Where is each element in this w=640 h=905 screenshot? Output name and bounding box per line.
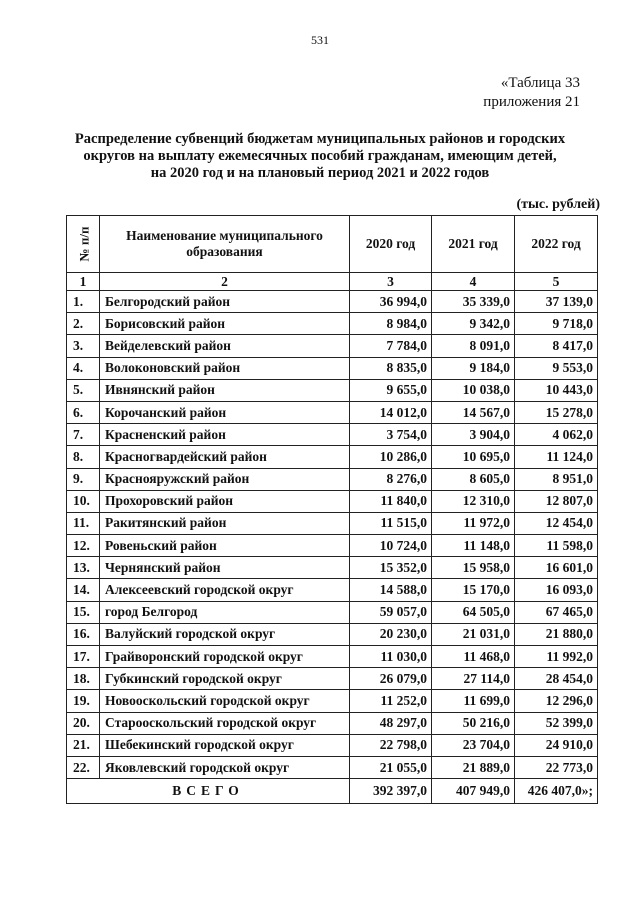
annex-appendix-number: приложения 21 bbox=[483, 94, 580, 110]
table-row bbox=[67, 424, 598, 446]
row-number: 2. bbox=[67, 313, 100, 335]
municipality-name: Новооскольский городской округ bbox=[100, 690, 350, 712]
row-number: 3. bbox=[67, 335, 100, 357]
row-number: 21. bbox=[67, 734, 100, 756]
table-row bbox=[67, 623, 598, 645]
table-row bbox=[67, 335, 598, 357]
row-number: 16. bbox=[67, 623, 100, 645]
municipality-name: Прохоровский район bbox=[100, 490, 350, 512]
municipality-name: Губкинский городской округ bbox=[100, 668, 350, 690]
table-row bbox=[67, 401, 598, 423]
municipality-name: Красногвардейский район bbox=[100, 446, 350, 468]
value-2021: 23 704,0 bbox=[432, 734, 515, 756]
value-2020: 15 352,0 bbox=[350, 557, 432, 579]
table-row bbox=[67, 756, 598, 778]
row-number: 15. bbox=[67, 601, 100, 623]
row-number: 10. bbox=[67, 490, 100, 512]
row-number: 14. bbox=[67, 579, 100, 601]
municipality-name: Вейделевский район bbox=[100, 335, 350, 357]
header-name bbox=[100, 216, 350, 273]
value-2021: 11 972,0 bbox=[432, 512, 515, 534]
municipality-name: Краснояружский район bbox=[100, 468, 350, 490]
value-2021: 9 342,0 bbox=[432, 313, 515, 335]
row-number: 1. bbox=[67, 291, 100, 313]
value-2022: 16 601,0 bbox=[515, 557, 598, 579]
value-2020: 20 230,0 bbox=[350, 623, 432, 645]
table-row bbox=[67, 490, 598, 512]
value-2021: 15 170,0 bbox=[432, 579, 515, 601]
value-2021: 11 148,0 bbox=[432, 535, 515, 557]
value-2022: 9 718,0 bbox=[515, 313, 598, 335]
municipality-name: Волоконовский район bbox=[100, 357, 350, 379]
municipality-name: Валуйский городской округ bbox=[100, 623, 350, 645]
value-2020: 11 515,0 bbox=[350, 512, 432, 534]
table-row bbox=[67, 690, 598, 712]
table-row bbox=[67, 379, 598, 401]
municipality-name: Борисовский район bbox=[100, 313, 350, 335]
total-2022: 426 407,0»; bbox=[515, 779, 598, 804]
value-2021: 11 699,0 bbox=[432, 690, 515, 712]
value-2022: 24 910,0 bbox=[515, 734, 598, 756]
value-2022: 67 465,0 bbox=[515, 601, 598, 623]
value-2022: 28 454,0 bbox=[515, 668, 598, 690]
table-row bbox=[67, 734, 598, 756]
municipality-name: Яковлевский городской округ bbox=[100, 756, 350, 778]
value-2020: 11 252,0 bbox=[350, 690, 432, 712]
value-2021: 9 184,0 bbox=[432, 357, 515, 379]
total-row bbox=[67, 779, 598, 804]
value-2022: 37 139,0 bbox=[515, 291, 598, 313]
value-2022: 8 951,0 bbox=[515, 468, 598, 490]
table-row bbox=[67, 601, 598, 623]
value-2021: 35 339,0 bbox=[432, 291, 515, 313]
value-2020: 59 057,0 bbox=[350, 601, 432, 623]
value-2020: 11 840,0 bbox=[350, 490, 432, 512]
value-2021: 50 216,0 bbox=[432, 712, 515, 734]
value-2021: 15 958,0 bbox=[432, 557, 515, 579]
value-2022: 4 062,0 bbox=[515, 424, 598, 446]
column-index: 1 bbox=[67, 273, 100, 291]
value-2020: 11 030,0 bbox=[350, 646, 432, 668]
row-number: 7. bbox=[67, 424, 100, 446]
row-number: 11. bbox=[67, 512, 100, 534]
annex-table-number: «Таблица 33 bbox=[500, 75, 580, 91]
row-number: 20. bbox=[67, 712, 100, 734]
value-2021: 21 889,0 bbox=[432, 756, 515, 778]
row-number: 6. bbox=[67, 401, 100, 423]
row-number: 4. bbox=[67, 357, 100, 379]
value-2020: 22 798,0 bbox=[350, 734, 432, 756]
municipality-name: Красненский район bbox=[100, 424, 350, 446]
column-index: 5 bbox=[515, 273, 598, 291]
annex-reference bbox=[440, 74, 580, 112]
value-2022: 11 598,0 bbox=[515, 535, 598, 557]
value-2020: 48 297,0 bbox=[350, 712, 432, 734]
value-2021: 12 310,0 bbox=[432, 490, 515, 512]
value-2020: 9 655,0 bbox=[350, 379, 432, 401]
table-row bbox=[67, 357, 598, 379]
value-2022: 12 807,0 bbox=[515, 490, 598, 512]
municipality-name: Корочанский район bbox=[100, 401, 350, 423]
total-2020: 392 397,0 bbox=[350, 779, 432, 804]
total-2021: 407 949,0 bbox=[432, 779, 515, 804]
table-row bbox=[67, 291, 598, 313]
row-number: 17. bbox=[67, 646, 100, 668]
table-row bbox=[67, 446, 598, 468]
value-2021: 27 114,0 bbox=[432, 668, 515, 690]
value-2020: 10 286,0 bbox=[350, 446, 432, 468]
row-number: 8. bbox=[67, 446, 100, 468]
value-2021: 8 605,0 bbox=[432, 468, 515, 490]
value-2020: 8 984,0 bbox=[350, 313, 432, 335]
table-row bbox=[67, 579, 598, 601]
total-label: ВСЕГО bbox=[67, 779, 350, 804]
subvention-table bbox=[66, 215, 598, 804]
units-note: (тыс. рублей) bbox=[516, 197, 600, 212]
value-2020: 21 055,0 bbox=[350, 756, 432, 778]
value-2022: 12 454,0 bbox=[515, 512, 598, 534]
header-name-line: Наименование муниципального bbox=[126, 228, 323, 243]
row-number: 12. bbox=[67, 535, 100, 557]
value-2022: 11 124,0 bbox=[515, 446, 598, 468]
row-number: 18. bbox=[67, 668, 100, 690]
value-2022: 52 399,0 bbox=[515, 712, 598, 734]
value-2020: 8 835,0 bbox=[350, 357, 432, 379]
value-2020: 3 754,0 bbox=[350, 424, 432, 446]
title-line: на 2020 год и на плановый период 2021 и 2022 годов bbox=[150, 165, 490, 181]
value-2022: 8 417,0 bbox=[515, 335, 598, 357]
municipality-name: Белгородский район bbox=[100, 291, 350, 313]
header-year-2021: 2021 год bbox=[432, 216, 515, 273]
municipality-name: Грайворонский городской округ bbox=[100, 646, 350, 668]
value-2022: 12 296,0 bbox=[515, 690, 598, 712]
municipality-name: Ивнянский район bbox=[100, 379, 350, 401]
header-number bbox=[67, 216, 100, 273]
table-row bbox=[67, 468, 598, 490]
document-title bbox=[40, 131, 600, 182]
row-number: 19. bbox=[67, 690, 100, 712]
column-index-row bbox=[67, 273, 598, 291]
column-index: 2 bbox=[100, 273, 350, 291]
municipality-name: Алексеевский городской округ bbox=[100, 579, 350, 601]
row-number: 9. bbox=[67, 468, 100, 490]
row-number: 22. bbox=[67, 756, 100, 778]
value-2022: 22 773,0 bbox=[515, 756, 598, 778]
column-index: 4 bbox=[432, 273, 515, 291]
value-2021: 21 031,0 bbox=[432, 623, 515, 645]
header-number-label: № п/п bbox=[76, 226, 92, 262]
municipality-name: Шебекинский городской округ bbox=[100, 734, 350, 756]
table-row bbox=[67, 668, 598, 690]
value-2020: 14 012,0 bbox=[350, 401, 432, 423]
column-index: 3 bbox=[350, 273, 432, 291]
value-2021: 11 468,0 bbox=[432, 646, 515, 668]
table-row bbox=[67, 512, 598, 534]
value-2022: 21 880,0 bbox=[515, 623, 598, 645]
value-2022: 9 553,0 bbox=[515, 357, 598, 379]
header-row bbox=[67, 216, 598, 273]
value-2020: 7 784,0 bbox=[350, 335, 432, 357]
value-2021: 3 904,0 bbox=[432, 424, 515, 446]
value-2021: 14 567,0 bbox=[432, 401, 515, 423]
municipality-name: Старооскольский городской округ bbox=[100, 712, 350, 734]
table-body bbox=[67, 291, 598, 779]
municipality-name: Чернянский район bbox=[100, 557, 350, 579]
value-2020: 36 994,0 bbox=[350, 291, 432, 313]
title-line: округов на выплату ежемесячных пособий гражданам, имеющим детей, bbox=[83, 148, 557, 164]
value-2022: 10 443,0 bbox=[515, 379, 598, 401]
table-row bbox=[67, 646, 598, 668]
header-year-2022: 2022 год bbox=[515, 216, 598, 273]
value-2020: 10 724,0 bbox=[350, 535, 432, 557]
value-2021: 8 091,0 bbox=[432, 335, 515, 357]
municipality-name: Ровеньский район bbox=[100, 535, 350, 557]
value-2020: 8 276,0 bbox=[350, 468, 432, 490]
header-year-2020: 2020 год bbox=[350, 216, 432, 273]
value-2021: 10 038,0 bbox=[432, 379, 515, 401]
row-number: 5. bbox=[67, 379, 100, 401]
value-2021: 64 505,0 bbox=[432, 601, 515, 623]
value-2020: 14 588,0 bbox=[350, 579, 432, 601]
table-row bbox=[67, 557, 598, 579]
table-row bbox=[67, 535, 598, 557]
title-line: Распределение субвенций бюджетам муниципальных районов и городских bbox=[74, 131, 566, 147]
value-2022: 16 093,0 bbox=[515, 579, 598, 601]
table-row bbox=[67, 313, 598, 335]
row-number: 13. bbox=[67, 557, 100, 579]
table-row bbox=[67, 712, 598, 734]
header-name-line: образования bbox=[186, 244, 263, 259]
municipality-name: Ракитянский район bbox=[100, 512, 350, 534]
municipality-name: город Белгород bbox=[100, 601, 350, 623]
value-2020: 26 079,0 bbox=[350, 668, 432, 690]
value-2022: 11 992,0 bbox=[515, 646, 598, 668]
page-number: 531 bbox=[311, 33, 329, 47]
value-2021: 10 695,0 bbox=[432, 446, 515, 468]
value-2022: 15 278,0 bbox=[515, 401, 598, 423]
